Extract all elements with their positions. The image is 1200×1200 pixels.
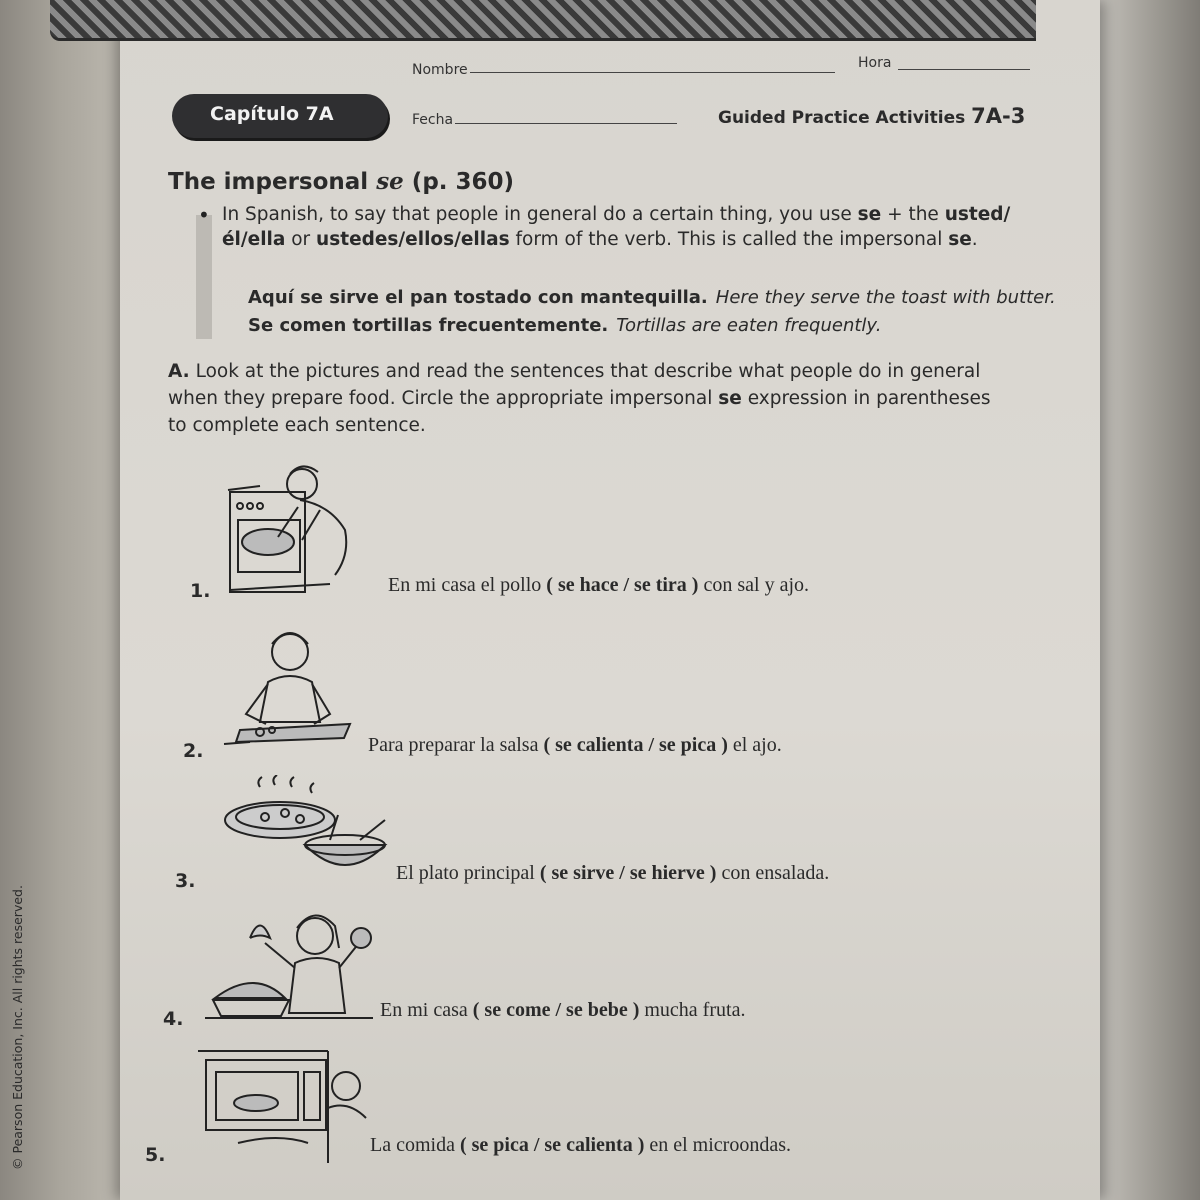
activity-letter: A. — [168, 361, 190, 382]
rule-t5: . — [971, 229, 978, 250]
item-3-sentence — [396, 862, 829, 885]
rule-t2: + the — [881, 204, 945, 225]
title-se: se — [376, 168, 404, 195]
example-1 — [248, 287, 1056, 308]
activity-b1: se — [718, 388, 742, 409]
fruit-woman-icon — [205, 908, 385, 1026]
activity-t1: Look at the pictures and read the sentences that describe what people do in general when they prepare food. Circle the appropriate impersonal — [168, 361, 981, 409]
item-2-sentence — [368, 734, 782, 757]
item-5-sentence — [370, 1134, 791, 1157]
pizza-salad-icon — [220, 775, 390, 885]
example-1-english: Here they serve the toast with butter. — [715, 287, 1056, 308]
chopping-man-icon — [220, 622, 360, 747]
item-2-post: el ajo. — [727, 734, 782, 756]
example-2-english: Tortillas are eaten frequently. — [616, 315, 882, 336]
example-2 — [248, 315, 881, 336]
nombre-field[interactable] — [470, 72, 835, 73]
fecha-label: Fecha — [412, 112, 454, 128]
item-2-choices[interactable]: ( se calienta / se pica ) — [543, 734, 728, 756]
rule-b3: ustedes/ellos/ellas — [316, 229, 510, 250]
activity-t2: expression in parentheses to complete each sentence. — [168, 388, 991, 436]
item-2-pre: Para preparar la salsa — [368, 734, 544, 756]
item-3-choices[interactable]: ( se sirve / se hierve ) — [539, 862, 717, 884]
grammar-rule — [222, 202, 1012, 252]
rule-sidebar — [196, 215, 212, 339]
item-5-number: 5. — [145, 1144, 166, 1166]
item-3-pre: El plato principal — [396, 862, 540, 884]
example-1-spanish: Aquí se sirve el pan tostado con mantequilla. — [248, 287, 708, 308]
rule-t1: In Spanish, to say that people in general do a certain thing, you use — [222, 204, 858, 225]
microwave-icon — [198, 1048, 368, 1166]
guided-label: Guided Practice Activities — [718, 108, 966, 128]
item-1-number: 1. — [190, 580, 211, 602]
chapter-tab: Capítulo 7A — [172, 94, 388, 138]
item-1-pre: En mi casa el pollo — [388, 574, 547, 596]
item-3-post: con ensalada. — [716, 862, 830, 884]
rule-b4: se — [948, 229, 972, 250]
item-4-post: mucha fruta. — [639, 999, 746, 1021]
item-1-post: con sal y ajo. — [698, 574, 809, 596]
item-4-pre: En mi casa — [380, 999, 473, 1021]
hora-field[interactable] — [898, 69, 1030, 70]
item-5-pre: La comida — [370, 1134, 460, 1156]
item-1-choices[interactable]: ( se hace / se tira ) — [546, 574, 699, 596]
copyright-notice: © Pearson Education, Inc. All rights reserved. — [10, 885, 25, 1170]
rule-b2: usted/él/ella — [222, 204, 1011, 250]
guided-practice-label — [718, 104, 1025, 128]
item-2-number: 2. — [183, 740, 204, 762]
fecha-field[interactable] — [455, 123, 677, 124]
section-title — [168, 168, 514, 195]
item-5-post: en el microondas. — [644, 1134, 791, 1156]
binder-right — [1090, 0, 1200, 1200]
guided-code: 7A-3 — [971, 104, 1026, 128]
decorative-header-pattern — [50, 0, 1036, 41]
item-5-choices[interactable]: ( se pica / se calienta ) — [459, 1134, 645, 1156]
activity-instructions — [168, 358, 1008, 439]
rule-t4: form of the verb. This is called the impersonal — [509, 229, 949, 250]
example-2-spanish: Se comen tortillas frecuentemente. — [248, 315, 609, 336]
hora-label: Hora — [858, 55, 892, 71]
item-4-choices[interactable]: ( se come / se bebe ) — [472, 999, 640, 1021]
oven-woman-icon — [220, 462, 380, 597]
item-1-sentence — [388, 574, 809, 597]
rule-t3: or — [285, 229, 317, 250]
item-3-number: 3. — [175, 870, 196, 892]
bullet-icon: • — [198, 203, 210, 227]
title-page: (p. 360) — [403, 169, 515, 195]
item-4-sentence — [380, 999, 745, 1022]
rule-b1: se — [857, 204, 882, 225]
title-main: The impersonal — [168, 169, 377, 195]
item-4-number: 4. — [163, 1008, 184, 1030]
nombre-label: Nombre — [412, 62, 468, 78]
